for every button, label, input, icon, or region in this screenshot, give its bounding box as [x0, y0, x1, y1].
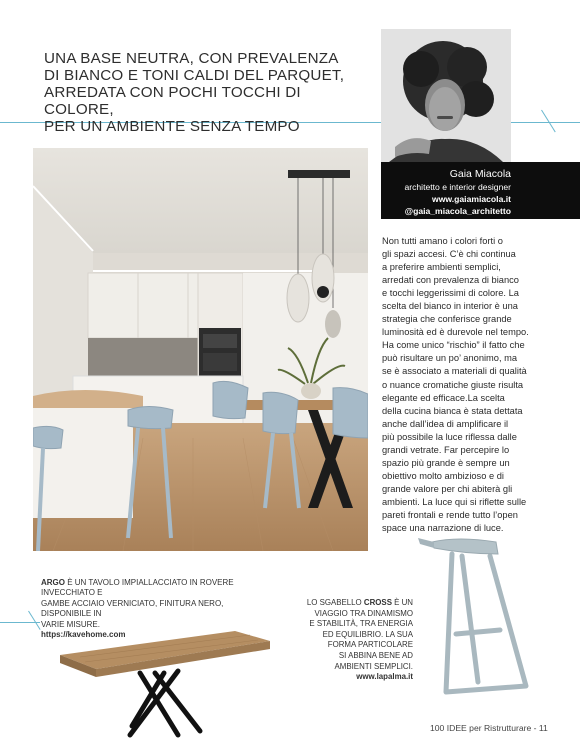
caption-line: FORMA PARTICOLARE — [327, 640, 413, 650]
author-portrait — [381, 29, 511, 162]
page-footer: 100 IDEE per Ristrutturare - 11 — [430, 723, 548, 733]
cross-stool-image — [418, 534, 538, 704]
body-line: spazio più grande è sempre un — [382, 457, 510, 468]
argo-table-image — [60, 631, 270, 741]
caption-line — [41, 578, 273, 599]
body-line: gli spazi accesi. C’è chi continua — [382, 249, 516, 260]
body-line: se è associato a materiali di qualità — [382, 366, 527, 377]
body-line: luminosità ed è durevole nel tempo. — [382, 327, 529, 338]
body-line: può risultare un po’ anonimo, ma — [382, 353, 518, 364]
body-line: obiettivo molto ambizioso e di — [382, 470, 504, 481]
caption-line: VIAGGIO TRA DINAMISMO — [314, 608, 413, 618]
caption-line — [300, 598, 413, 609]
caption-line: ED EQUILIBRIO. LA SUA — [322, 629, 413, 639]
page-headline — [44, 50, 374, 135]
body-line: elegante ed efficace.La scelta — [382, 392, 505, 403]
body-line: più possibile la luce riflessa dalle — [382, 431, 517, 442]
stool-caption — [300, 598, 413, 683]
kitchen-photo — [33, 148, 368, 551]
body-line: Ha come unico “rischio” il fatto che — [382, 340, 525, 351]
caption-text: È UN — [391, 598, 413, 607]
table-caption — [41, 578, 273, 640]
headline-line: UNA BASE NEUTRA, CON PREVALENZA — [44, 50, 339, 67]
body-line: scelta del bianco in interior è una — [382, 301, 518, 312]
caption-line: SI ABBINA BENE AD — [338, 650, 413, 660]
author-role: architetto e interior designer — [404, 182, 511, 192]
body-line: ambienti. La luce qui si riflette sulle — [382, 496, 527, 507]
author-bio — [381, 162, 580, 219]
body-line: pareti frontali e rende tutto l’open — [382, 509, 518, 520]
stool-url-link[interactable]: www.lapalma.it — [356, 672, 413, 682]
caption-line: E STABILITÀ, TRA ENERGIA — [309, 619, 413, 629]
table-brand: ARGO — [41, 578, 65, 587]
stool-brand: CROSS — [363, 598, 392, 607]
headline-line: ARREDATA CON POCHI TOCCHI DI COLORE, — [44, 84, 301, 118]
body-line: arredati con prevalenza di bianco — [382, 275, 519, 286]
caption-text: LO SGABELLO — [306, 598, 364, 607]
caption-line: VARIE MISURE. — [41, 619, 100, 629]
body-line: Non tutti amano i colori forti o — [382, 236, 503, 246]
headline-line: DI BIANCO E TONI CALDI DEL PARQUET, — [44, 67, 345, 84]
headline-line: PER UN AMBIENTE SENZA TEMPO — [44, 118, 300, 135]
article-body — [382, 235, 572, 535]
table-url-link[interactable]: https://kavehome.com — [41, 630, 126, 640]
author-instagram-link[interactable]: @gaia_miacola_architetto — [404, 206, 511, 216]
body-line: space una narrazione di luce. — [382, 523, 504, 534]
body-line: anche dall’idea di amplificare il — [382, 418, 509, 429]
author-name: Gaia Miacola — [449, 168, 511, 180]
caption-line: AMBIENTI SEMPLICI. — [334, 661, 413, 671]
body-line: e tocchi leggerissimi di colore. La — [382, 288, 519, 299]
author-website-link[interactable]: www.gaiamiacola.it — [432, 194, 511, 204]
body-line: grande valore per chi abiterà gli — [382, 483, 513, 494]
caption-vertical-rule — [28, 611, 41, 630]
caption-line: GAMBE ACCIAIO VERNICIATO, FINITURA NERO, DISPONIBILE IN — [41, 598, 224, 619]
caption-text: È UN TAVOLO IMPIALLACCIATO IN ROVERE INVECCHIATO E — [41, 578, 234, 598]
body-line: strategia che conferisce grande — [382, 314, 512, 325]
body-line: o nuance cromatiche giuste risulta — [382, 379, 524, 390]
bio-rule — [511, 122, 580, 123]
body-line: grandi vetrate. Far percepire lo — [382, 444, 510, 455]
body-line: a preferire ambienti semplici, — [382, 262, 501, 273]
body-line: della cucina bianca è stata dettata — [382, 405, 523, 416]
